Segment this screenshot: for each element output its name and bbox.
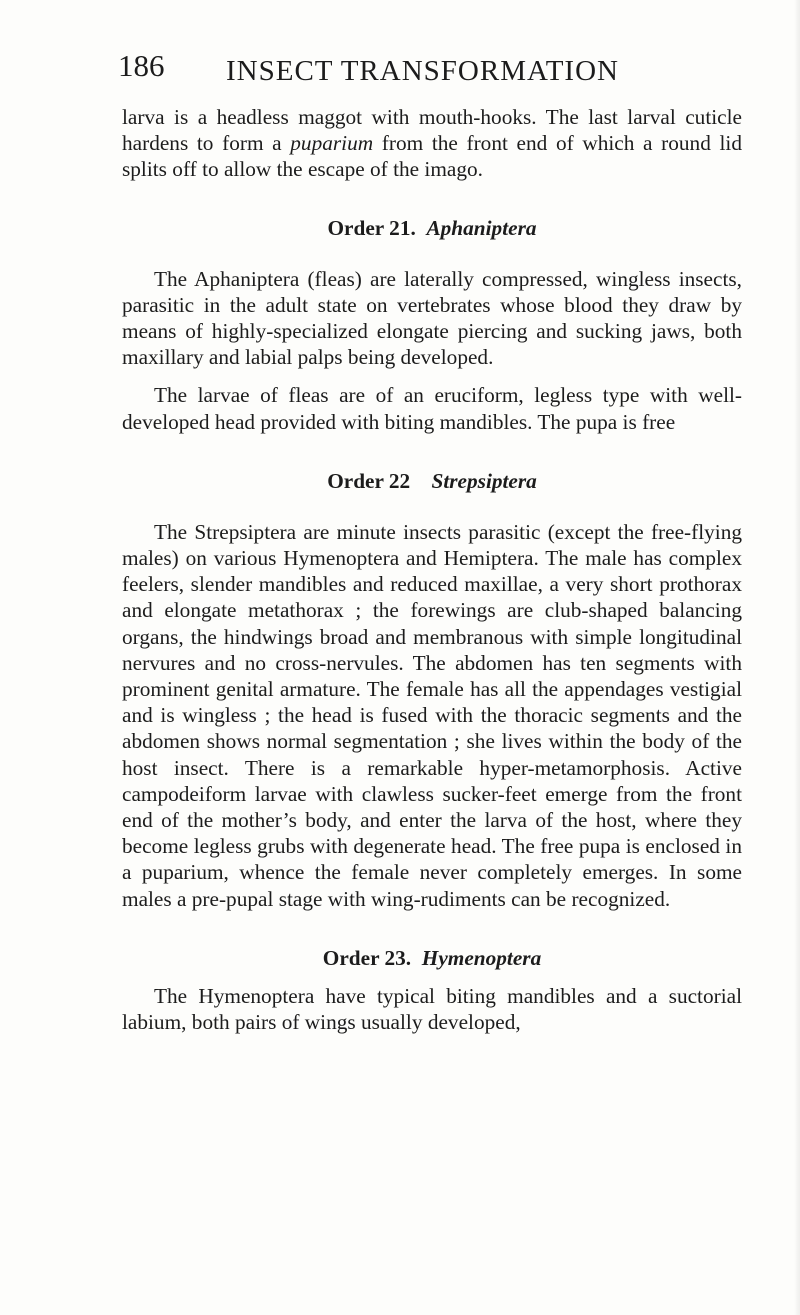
order-label: Order 23. [322,945,412,970]
running-head [118,44,742,104]
aphaniptera-paragraph-2: The larvae of fleas are of an eruciform, legless type with well-developed head provided with biting mandibles. The pupa is free [122,383,742,434]
strepsiptera-paragraph: The Strepsiptera are minute insects parasitic (except the free-flying males) on various Hymenoptera and Hemiptera. The male has complex feelers, slender mandibles and reduced maxillae, a very short prothorax and elongate metathorax ; the forewings are club-shaped balancing organs, the hindwings broad and membranous with simple longitudinal nervures and no cross-nervules. The abdomen has ten segments with prominent genital armature. The female has all the appendages vestigial and is wingless ; the head is fused with the thoracic segments and the abdomen shows normal segmentation ; she lives within the body of the host insect. There is a remarkable hyper-metamorphosis. Active campodeiform larvae with clawless sucker-feet emerge from the front end of the mother’s body, and enter the larva of the host, where they become legless grubs with degenerate head. The free pupa is enclosed in a puparium, whence the female never completely emerges. In some males a pre-pupal stage with wing-rudiments can be recognized. [122,519,742,911]
hymenoptera-paragraph: The Hymenoptera have typical biting mandibles and a suctorial labium, both pairs of wings usually developed, [122,983,742,1035]
order-heading-hymenoptera [122,945,742,971]
intro-paragraph [122,104,742,183]
intro-text-end: from the front end of which a round lid splits off to allow the escape of the imago. [122,131,742,182]
order-taxon: Strepsiptera [431,468,537,493]
order-taxon: Aphaniptera [426,215,537,240]
order-taxon: Hymenoptera [421,945,542,970]
intro-text-start: larva is a headless maggot with mouth-hooks. The last larval cuticle hardens to form a [122,105,742,156]
order-label: Order 22 [327,468,411,493]
order-label: Order 21. [327,215,416,240]
running-title: INSECT TRANSFORMATION [226,55,619,87]
order-heading-strepsiptera [122,468,742,494]
aphaniptera-paragraph-1: The Aphaniptera (fleas) are laterally compressed, wingless insects, parasitic in the adult state on vertebrates whose blood they draw by means of highly-specialized elongate piercing and sucking jaws, both maxillary and labial palps being developed. [122,266,742,370]
page-number: 186 [118,48,165,83]
italic-term-puparium: puparium [290,131,374,156]
page-edge-shadow [794,0,800,1315]
order-heading-aphaniptera [122,215,742,241]
book-page [118,44,742,1035]
